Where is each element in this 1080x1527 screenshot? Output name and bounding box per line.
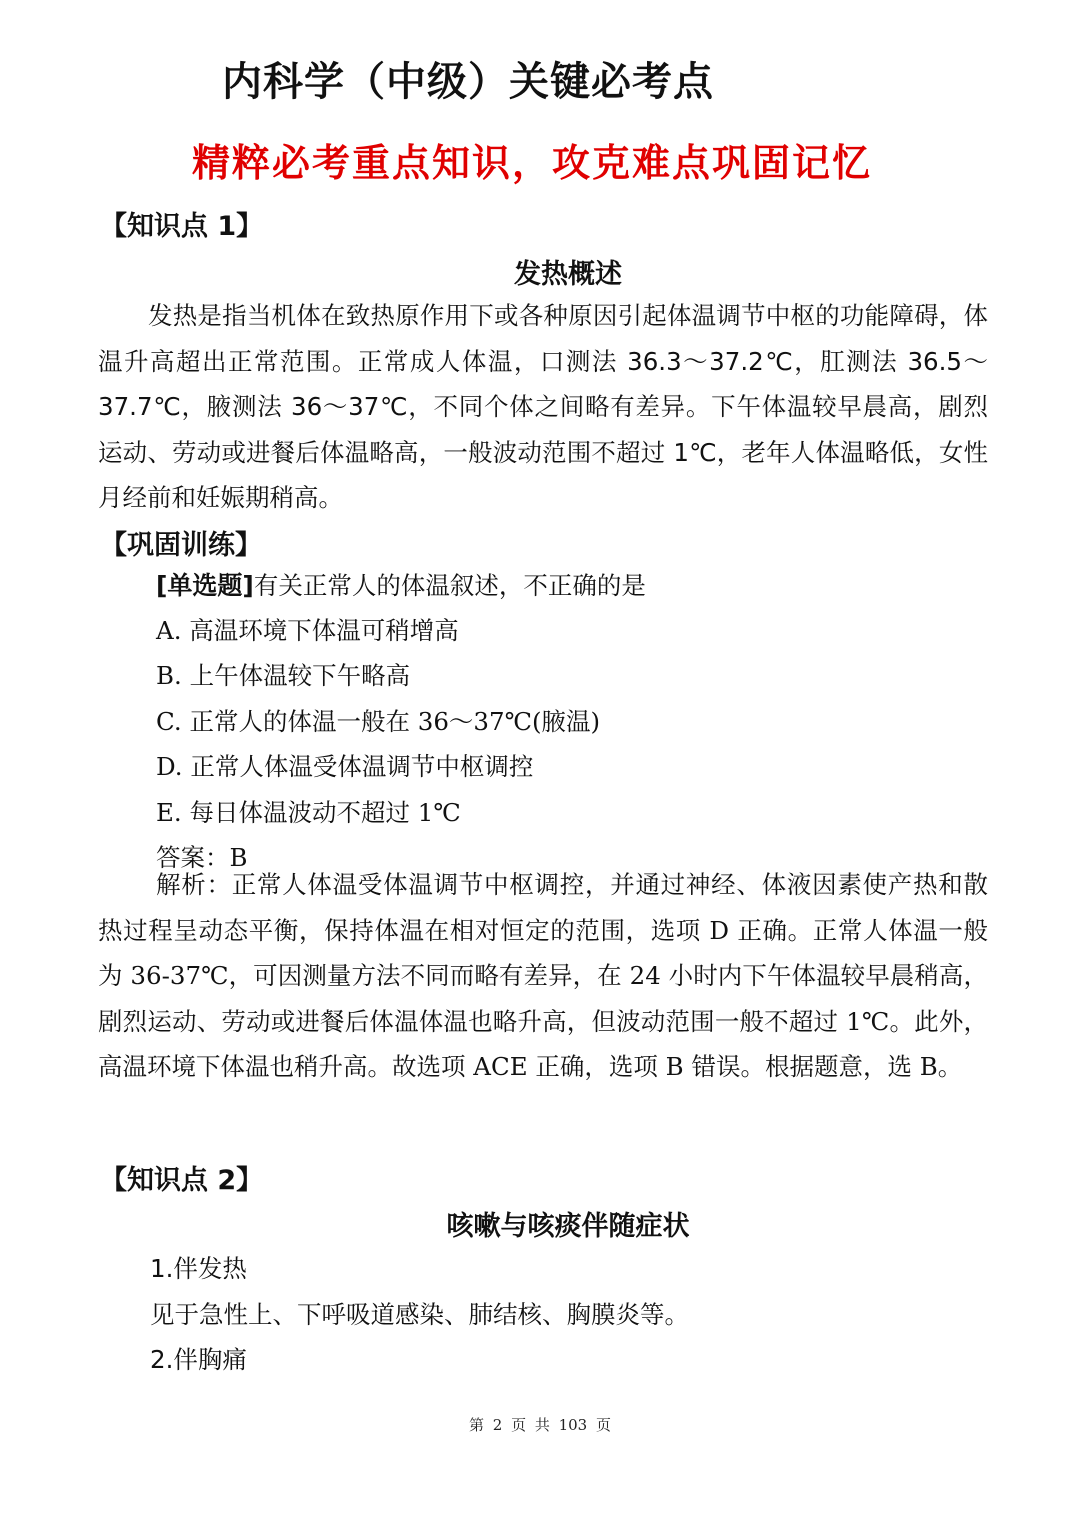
practice-label: 【巩固训练】 [100,530,262,561]
section-1-topic: 发热概述 [514,259,622,290]
option-e: E. 每日体温波动不超过 1℃ [156,798,461,827]
answer-text: 答案：B [156,843,248,872]
question-tag: [单选题] [156,571,254,600]
analysis-text: 解析：正常人体温受体温调节中枢调控，并通过神经、体液因素使产热和散热过程呈动态平衡，保持体温在相对恒定的范围，选项 D 正确。正常人体温一般为 36-37℃，可因测量方法不同而略有差异，在 24 小时内下午体温较早晨稍高，剧烈运动、劳动或进餐后体温体温也略升高，但波动范围一般不超过 1℃。此外，高温环境下体温也稍升高。故选项 ACE 正确，选项 B 错误。根据题意，选 B。 [98,870,988,1081]
option-a: A. 高温环境下体温可稍增高 [156,616,459,645]
question-text: 有关正常人的体温叙述，不正确的是 [253,571,646,600]
section-1-body: 发热是指当机体在致热原作用下或各种原因引起体温调节中枢的功能障碍，体温升高超出正常范围。正常成人体温，口测法 36.3～37.2℃，肛测法 36.5～37.7℃，腋测法 36～37℃，不同个体之间略有差异。下午体温较早晨高，剧烈运动、劳动或进餐后体温略高，一般波动范围不超过 1℃，老年人体温略低，女性月经前和妊娠期稍高。 [98,301,988,512]
page-number-footer: 第 2 页 共 103 页 [468,1416,611,1434]
list-item: 2.伴胸痛 [150,1345,247,1374]
question-line [156,566,646,602]
document-title: 内科学（中级）关键必考点 [222,59,714,105]
list-item: 1.伴发热 [150,1254,247,1283]
option-c: C. 正常人的体温一般在 36～37℃(腋温) [156,707,601,736]
option-b: B. 上午体温较下午略高 [156,661,411,690]
section-2-topic: 咳嗽与咳痰伴随症状 [446,1211,690,1242]
section-1-label: 【知识点 1】 [100,211,264,242]
document-subtitle: 精粹必考重点知识，攻克难点巩固记忆 [192,141,873,185]
option-d: D. 正常人体温受体温调节中枢调控 [156,752,534,781]
list-item: 见于急性上、下呼吸道感染、肺结核、胸膜炎等。 [150,1300,689,1329]
section-2-label: 【知识点 2】 [100,1165,264,1196]
